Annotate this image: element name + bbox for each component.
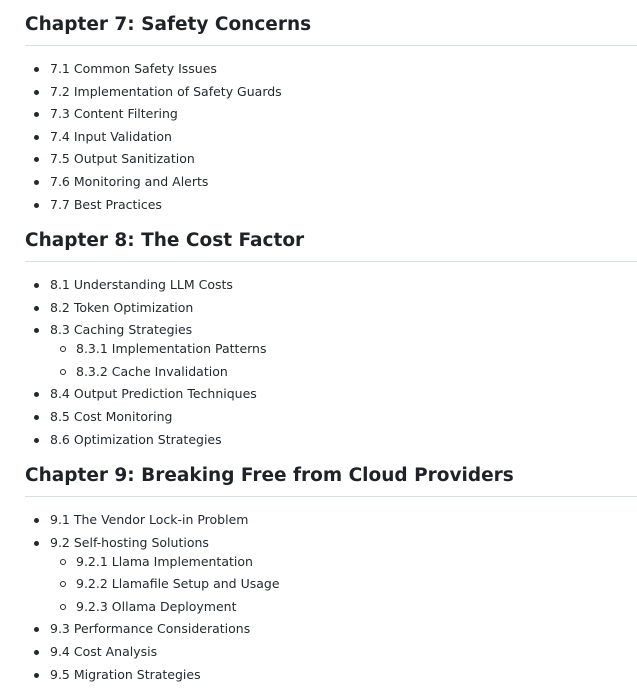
list-item[interactable] bbox=[25, 174, 637, 190]
list-item[interactable] bbox=[25, 621, 637, 637]
list-item-label: 7.2 Implementation of Safety Guards bbox=[50, 83, 282, 99]
section-list bbox=[25, 61, 637, 213]
list-item[interactable] bbox=[25, 512, 637, 528]
bullet-icon bbox=[34, 203, 39, 208]
bullet-icon bbox=[34, 157, 39, 162]
bullet-icon bbox=[34, 135, 39, 140]
bullet-icon bbox=[34, 67, 39, 72]
subsection-list bbox=[50, 341, 637, 380]
bullet-icon bbox=[34, 541, 39, 546]
bullet-icon bbox=[34, 518, 39, 523]
list-item-label: 8.6 Optimization Strategies bbox=[50, 431, 222, 447]
list-item-label: 8.4 Output Prediction Techniques bbox=[50, 386, 257, 402]
list-item-label: 8.5 Cost Monitoring bbox=[50, 408, 173, 424]
list-item-label: 7.7 Best Practices bbox=[50, 196, 162, 212]
sub-list-item[interactable] bbox=[25, 341, 637, 357]
chapter-section bbox=[25, 229, 637, 448]
circle-bullet-icon bbox=[60, 346, 66, 352]
bullet-icon bbox=[34, 673, 39, 678]
chapter-heading: Chapter 8: The Cost Factor bbox=[25, 229, 637, 262]
circle-bullet-icon bbox=[60, 369, 66, 375]
sub-list-item-label: 9.2.2 Llamafile Setup and Usage bbox=[76, 576, 280, 592]
sub-list-item-label: 9.2.1 Llama Implementation bbox=[76, 553, 253, 569]
list-item-label: 9.3 Performance Considerations bbox=[50, 621, 251, 637]
bullet-icon bbox=[34, 650, 39, 655]
bullet-icon bbox=[34, 438, 39, 443]
chapter-section bbox=[25, 464, 637, 683]
list-item-label: 8.1 Understanding LLM Costs bbox=[50, 277, 233, 292]
list-item-label: 7.4 Input Validation bbox=[50, 128, 172, 144]
circle-bullet-icon bbox=[60, 581, 66, 587]
list-item[interactable] bbox=[25, 535, 637, 615]
list-item-label: 9.4 Cost Analysis bbox=[50, 643, 158, 659]
chapter-heading: Chapter 7: Safety Concerns bbox=[25, 13, 637, 46]
bullet-icon bbox=[34, 328, 39, 333]
list-item[interactable] bbox=[25, 197, 637, 213]
bullet-icon bbox=[34, 112, 39, 117]
list-item[interactable] bbox=[25, 667, 637, 683]
sub-list-item[interactable] bbox=[25, 576, 637, 592]
list-item[interactable] bbox=[25, 277, 637, 293]
section-list bbox=[25, 512, 637, 683]
list-item[interactable] bbox=[25, 322, 637, 380]
sub-list-item[interactable] bbox=[25, 554, 637, 570]
list-item-label: 9.2 Self-hosting Solutions bbox=[50, 534, 209, 550]
circle-bullet-icon bbox=[60, 604, 66, 610]
chapter-section bbox=[25, 13, 637, 213]
list-item-label: 7.1 Common Safety Issues bbox=[50, 61, 217, 76]
list-item-label: 7.5 Output Sanitization bbox=[50, 151, 195, 167]
list-item[interactable] bbox=[25, 84, 637, 100]
list-item-label: 7.3 Content Filtering bbox=[50, 106, 178, 122]
sub-list-item-label: 8.3.1 Implementation Patterns bbox=[76, 341, 267, 357]
list-item-label: 8.2 Token Optimization bbox=[50, 299, 194, 315]
bullet-icon bbox=[34, 180, 39, 185]
chapter-heading: Chapter 9: Breaking Free from Cloud Providers bbox=[25, 464, 637, 497]
list-item[interactable] bbox=[25, 151, 637, 167]
subsection-list bbox=[50, 554, 637, 615]
list-item[interactable] bbox=[25, 106, 637, 122]
list-item[interactable] bbox=[25, 432, 637, 448]
section-list bbox=[25, 277, 637, 448]
sub-list-item-label: 8.3.2 Cache Invalidation bbox=[76, 363, 228, 379]
list-item[interactable] bbox=[25, 386, 637, 402]
bullet-icon bbox=[34, 283, 39, 288]
list-item[interactable] bbox=[25, 129, 637, 145]
bullet-icon bbox=[34, 627, 39, 632]
bullet-icon bbox=[34, 415, 39, 420]
list-item-label: 8.3 Caching Strategies bbox=[50, 322, 193, 338]
bullet-icon bbox=[34, 392, 39, 397]
sub-list-item-label: 9.2.3 Ollama Deployment bbox=[76, 598, 237, 614]
bullet-icon bbox=[34, 306, 39, 311]
list-item[interactable] bbox=[25, 61, 637, 77]
list-item-label: 9.5 Migration Strategies bbox=[50, 666, 201, 682]
circle-bullet-icon bbox=[60, 559, 66, 565]
bullet-icon bbox=[34, 90, 39, 95]
list-item[interactable] bbox=[25, 409, 637, 425]
sub-list-item[interactable] bbox=[25, 364, 637, 380]
list-item-label: 7.6 Monitoring and Alerts bbox=[50, 173, 209, 189]
sub-list-item[interactable] bbox=[25, 599, 637, 615]
list-item[interactable] bbox=[25, 300, 637, 316]
list-item-label: 9.1 The Vendor Lock-in Problem bbox=[50, 512, 249, 527]
list-item[interactable] bbox=[25, 644, 637, 660]
